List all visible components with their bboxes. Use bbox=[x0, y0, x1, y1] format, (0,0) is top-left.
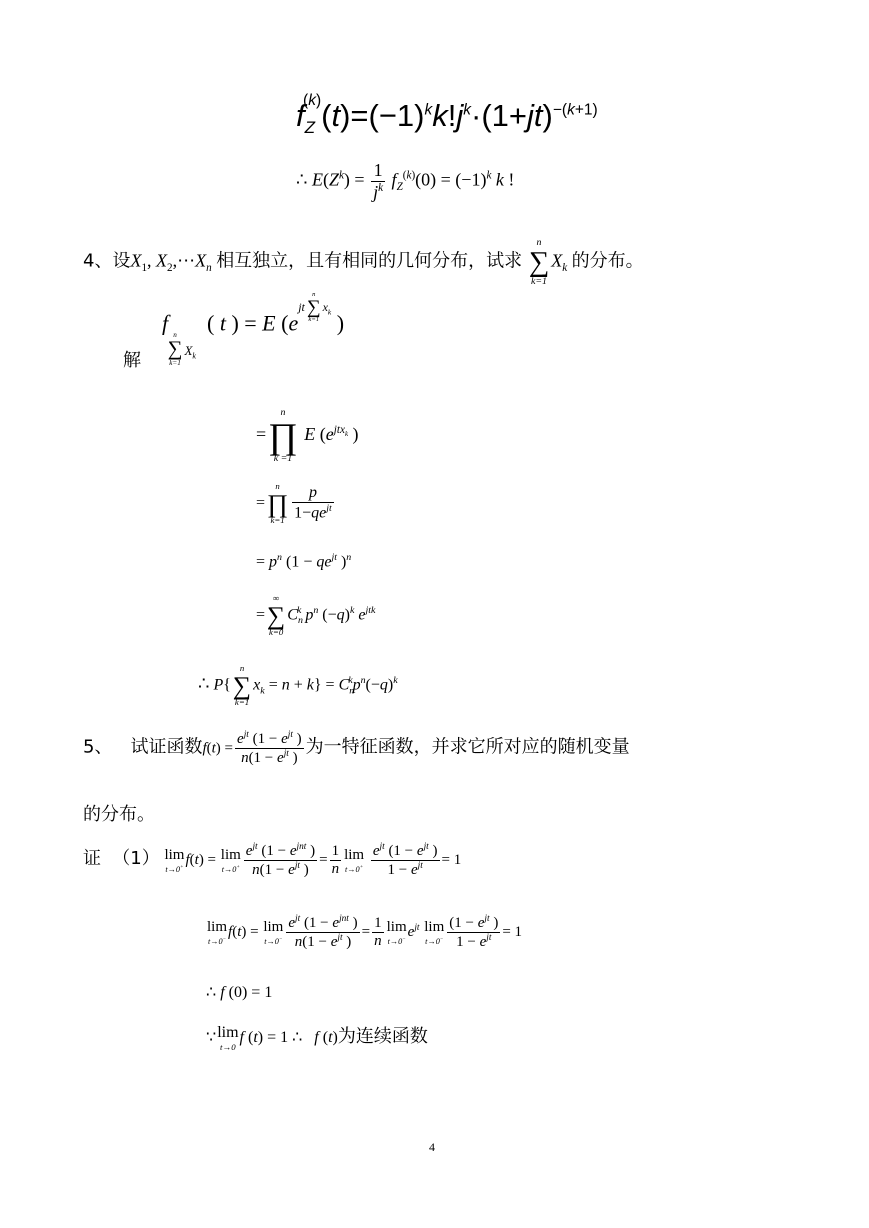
solution-label: 解 bbox=[123, 350, 141, 371]
equation-product-geometric: = n ∏ k=1 $\frac{p}{1-qe^{jt}}$ bbox=[256, 481, 332, 526]
problem-4-text-c: 的分布。 bbox=[571, 250, 644, 272]
problem-5-number: 5、 bbox=[83, 736, 113, 758]
proof-f0-equals-1: ∴ f (0) = 1 bbox=[206, 984, 273, 1001]
proof-part1-limit-plus: 证 （1） lim t→0+ f(t) = lim t→0+ $\frac{e^{jt} (1 - e^{jnt} )}{n(1 - e^{jt} )}$ = $\frac{1}{n}$ lim t→0+ $\frac{e^{jt} (1 - e^{jt} )}{1 - e^{jt}}$ = 1 bbox=[83, 842, 462, 878]
problem-5-line2: 的分布。 bbox=[83, 804, 155, 825]
proof-label: 证 bbox=[83, 847, 101, 869]
problem-4-number: 4、 bbox=[83, 250, 113, 272]
problem-5-tail: 为一特征函数，并求它所对应的随机变量 bbox=[305, 736, 630, 758]
problem-4-statement: 4、设$X_1$, $X_2,\cdots X_n$ 相互独立，且有相同的几何分布，试求 n ∑ k=1 $X_k$ 的分布。 bbox=[83, 237, 644, 287]
proof-part1-label: （1） bbox=[112, 847, 160, 869]
equation-fz-derivative: $f_Z^{(k)}(t)=(-1)^kk!j^k\cdot(1+jt)^{-(k+1)}$ bbox=[296, 91, 598, 138]
proof-continuity: ∵ lim t→0 f (t) = 1 ∴ f (t)为连续函数 bbox=[206, 1023, 428, 1052]
problem-5-intro: 试证函数 bbox=[130, 736, 203, 758]
equation-distribution-result: ∴ P{ n ∑ k=1 $x_k = n + k\} = C_n^kp^n(-q)^k$ bbox=[198, 663, 398, 708]
proof-continuous-text: 为连续函数 bbox=[337, 1026, 428, 1047]
equation-series-form: = ∞ ∑ k=0 $C_n^k$ $p^n$ $(-q)^k$ $e^{jtk}$ bbox=[256, 593, 376, 638]
problem-4-text-a: 设 bbox=[112, 250, 131, 272]
equation-char-func-sum: f n ∑ k=1 $_{X_k}$ ( t ) = E ($e^{jt n \sum k=1 x_k}$ ) bbox=[162, 290, 345, 367]
equation-product-expectation: = n ∏ k =1 E ($e^{jtx_k}$ ) bbox=[256, 407, 359, 464]
equation-power-form: = $p^n$ ($1 - qe^{jt}$ )$^n$ bbox=[256, 552, 352, 571]
problem-4-text-b: 相互独立，且有相同的几何分布，试求 bbox=[216, 250, 523, 272]
problem-5-statement: 5、 试证函数f(t) = $\frac{e^{jt} (1 - e^{jt} )}{n(1 - e^{jt} )}$ 为一特征函数，并求它所对应的随机变量 bbox=[83, 730, 630, 766]
page-number: 4 bbox=[429, 1140, 435, 1154]
proof-part1-limit-minus: lim t→0− f(t) = lim t→0− $\frac{e^{jt} (1 - e^{jnt} )}{n(1 - e^{jt} )}$ = $\frac{1}{n}$ lim t→0− $e^{jt}$ lim t→0− $\frac{(1 - e^{jt} )}{1 - e^{jt}}$ = 1 bbox=[207, 914, 523, 950]
equation-expectation-zk: ∴ $E(Z^k)$ = $\frac{1}{j^k}$ $f_Z^{(k)}(0) = (-1)^k$ k ! bbox=[296, 160, 515, 202]
therefore-symbol: ∴ bbox=[296, 169, 308, 190]
